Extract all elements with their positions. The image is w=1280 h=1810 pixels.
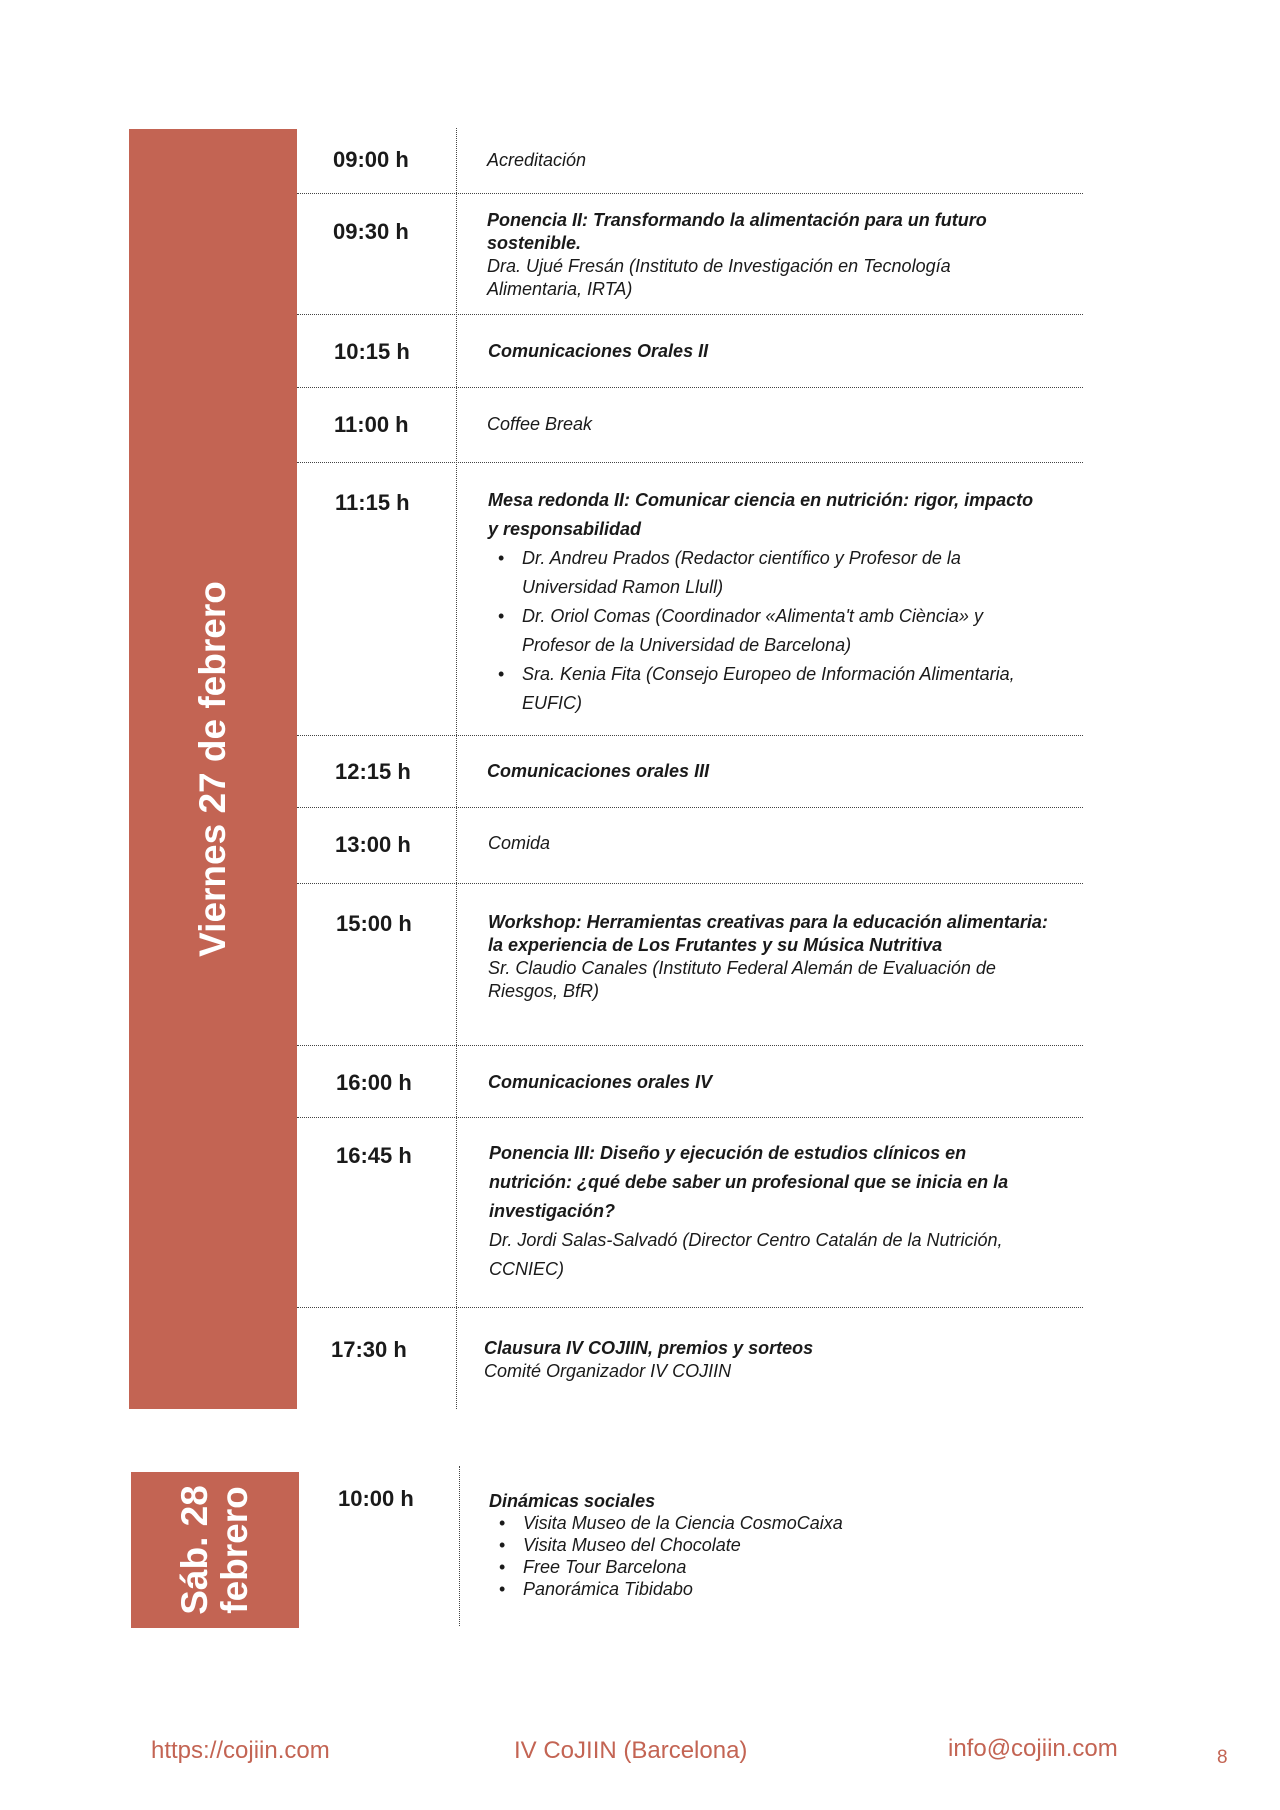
list-item: • Sra. Kenia Fita (Consejo Europeo de Información Alimentaria, EUFIC)	[522, 660, 1048, 718]
session-title: Comunicaciones Orales II	[488, 341, 709, 361]
session-time: 17:30 h	[331, 1337, 407, 1362]
activity-list	[489, 1512, 1079, 1600]
session-time: 11:00 h	[334, 412, 409, 437]
row-divider	[297, 807, 1083, 808]
session-title: Clausura IV COJIIN, premios y sorteos	[484, 1338, 814, 1358]
session-content	[487, 760, 1077, 783]
row-divider	[297, 1307, 1083, 1308]
row-divider	[297, 1045, 1083, 1046]
session-time: 09:00 h	[333, 147, 409, 172]
friday-day-band	[129, 129, 297, 1409]
list-item: • Dr. Oriol Comas (Coordinador «Alimenta't amb Ciència» y Profesor de la Universidad de Barcelona)	[522, 602, 1048, 660]
session-time: 16:45 h	[336, 1143, 412, 1168]
session-time: 12:15 h	[335, 759, 411, 784]
row-divider	[297, 193, 1083, 194]
session-title: Dinámicas sociales	[489, 1491, 656, 1511]
session-time: 11:15 h	[335, 490, 410, 515]
saturday-day-label	[175, 1485, 255, 1615]
row-divider	[297, 462, 1083, 463]
session-content	[487, 209, 1047, 301]
speaker-list	[488, 544, 1048, 718]
list-item: • Dr. Andreu Prados (Redactor científico y Profesor de la Universidad Ramon Llull)	[522, 544, 1048, 602]
session-content	[487, 149, 1077, 172]
session-line: Acreditación	[487, 150, 587, 170]
list-item: • Visita Museo de la Ciencia CosmoCaixa	[523, 1512, 1079, 1534]
session-title: Ponencia III: Diseño y ejecución de estudios clínicos en nutrición: ¿qué debe saber un profesional que se inicia en la investigación?	[489, 1143, 1009, 1221]
session-time: 15:00 h	[336, 911, 412, 936]
row-divider	[297, 314, 1083, 315]
session-time: 09:30 h	[333, 219, 409, 244]
saturday-day-band	[131, 1472, 299, 1628]
row-divider	[297, 1117, 1083, 1118]
friday-day-label: Viernes 27 de febrero	[192, 581, 233, 957]
saturday-session-content	[489, 1490, 1079, 1600]
session-content	[488, 911, 1048, 1003]
session-title: Mesa redonda II: Comunicar ciencia en nutrición: rigor, impacto y responsabilidad	[488, 490, 1034, 539]
session-content	[488, 832, 1078, 855]
session-title: Workshop: Herramientas creativas para la educación alimentaria: la experiencia de Los Frutantes y su Música Nutritiva	[488, 912, 1048, 955]
session-title: Comunicaciones orales III	[487, 761, 710, 781]
session-content	[484, 1337, 1074, 1383]
session-title: Comunicaciones orales IV	[488, 1072, 713, 1092]
friday-column-divider	[456, 128, 457, 1409]
session-time: 10:15 h	[334, 339, 410, 364]
row-divider	[297, 387, 1083, 388]
session-line: Dra. Ujué Fresán (Instituto de Investigación en Tecnología Alimentaria, IRTA)	[487, 256, 951, 299]
session-content	[487, 413, 1077, 436]
list-item: • Visita Museo del Chocolate	[523, 1534, 1079, 1556]
saturday-column-divider	[459, 1466, 460, 1626]
row-divider	[297, 735, 1083, 736]
list-item: • Panorámica Tibidabo	[523, 1578, 1079, 1600]
session-line: Comité Organizador IV COJIIN	[484, 1361, 732, 1381]
saturday-day-label-line2: febrero	[213, 1486, 255, 1614]
session-time: 13:00 h	[335, 832, 411, 857]
session-content	[489, 1139, 1049, 1284]
session-title: Ponencia II: Transformando la alimentación para un futuro sostenible.	[487, 210, 987, 253]
session-content	[488, 486, 1048, 718]
footer-event-name: IV CoJIIN (Barcelona)	[514, 1737, 748, 1764]
session-content	[488, 340, 1078, 363]
session-line: Comida	[488, 833, 551, 853]
footer-email-link[interactable]: info@cojiin.com	[948, 1735, 1118, 1762]
page-number: 8	[1217, 1747, 1228, 1768]
session-content	[488, 1071, 1078, 1094]
session-line: Sr. Claudio Canales (Instituto Federal Alemán de Evaluación de Riesgos, BfR)	[488, 958, 996, 1001]
saturday-session-time: 10:00 h	[338, 1486, 414, 1511]
row-divider	[297, 883, 1083, 884]
session-time: 16:00 h	[336, 1070, 412, 1095]
session-line: Coffee Break	[487, 414, 593, 434]
session-line: Dr. Jordi Salas-Salvadó (Director Centro Catalán de la Nutrición, CCNIEC)	[489, 1230, 1003, 1279]
saturday-day-label-line1: Sáb. 28	[173, 1485, 215, 1615]
footer-website-link[interactable]: https://cojiin.com	[151, 1737, 330, 1764]
list-item: • Free Tour Barcelona	[523, 1556, 1079, 1578]
